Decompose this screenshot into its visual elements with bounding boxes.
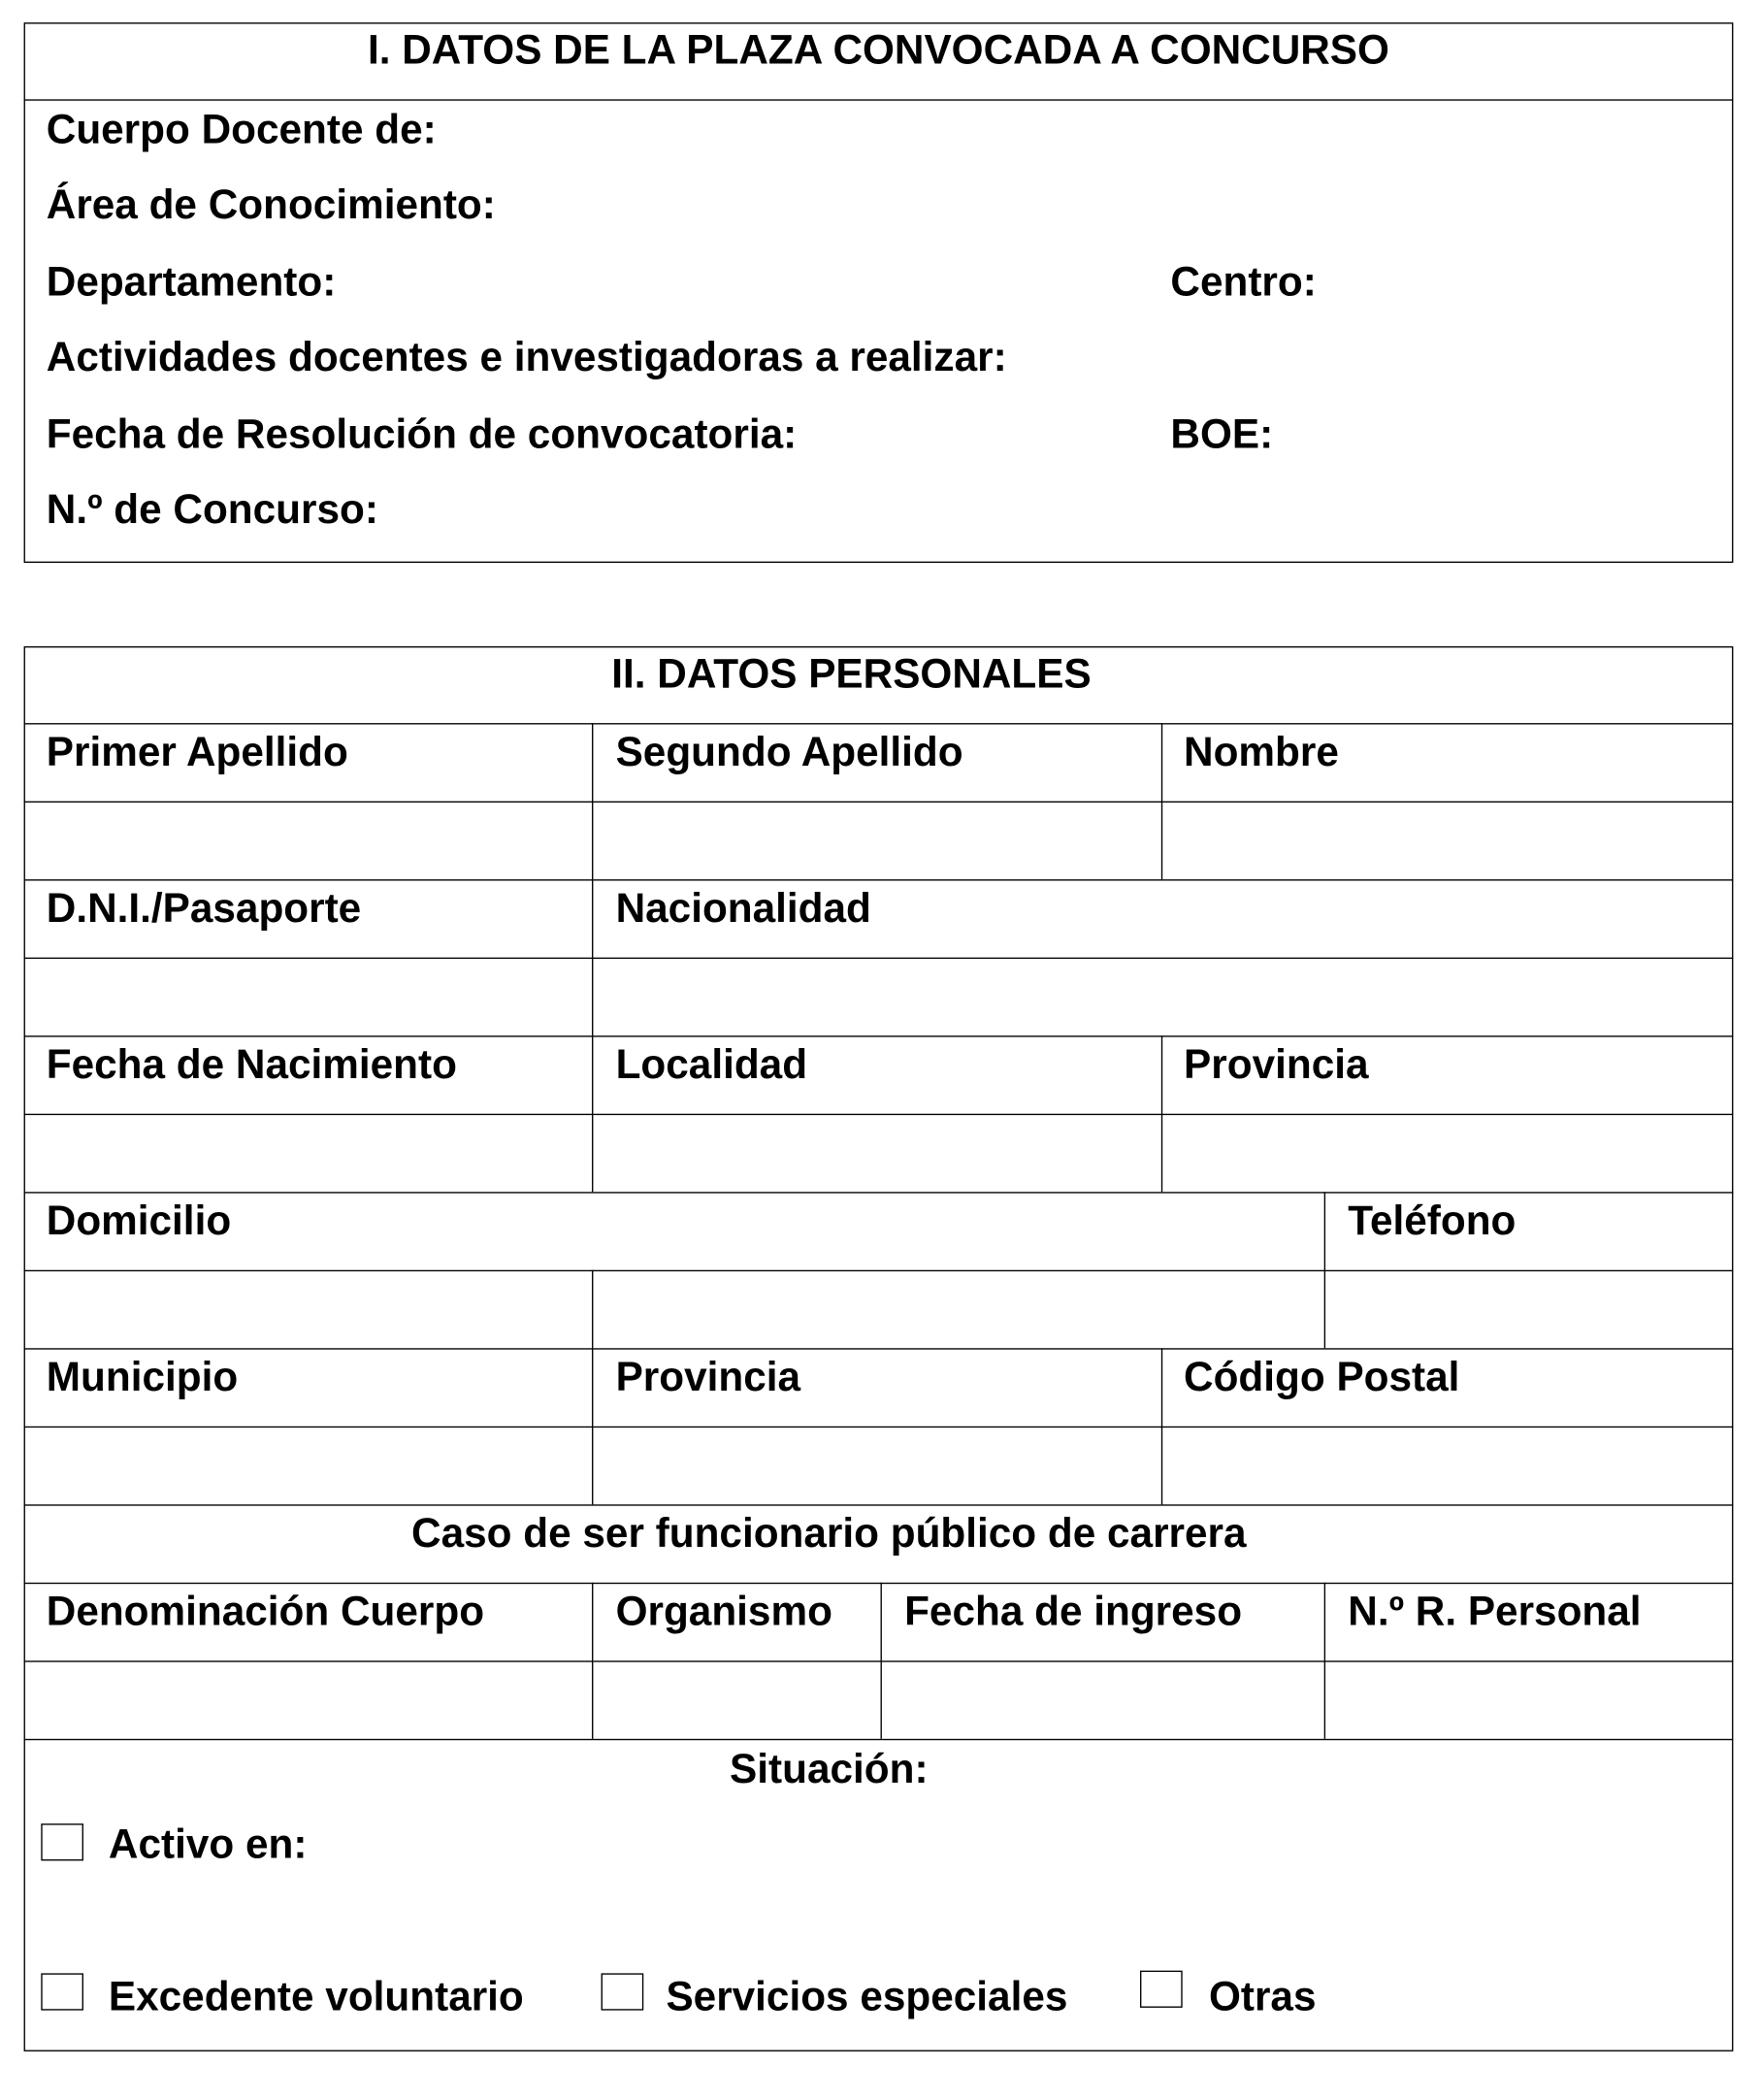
- provincia-nacimiento-field[interactable]: [1164, 1115, 1732, 1192]
- divider: [24, 1739, 1734, 1741]
- boe-label: BOE:: [1170, 410, 1274, 457]
- fecha-resolucion-label: Fecha de Resolución de convocatoria:: [46, 410, 798, 457]
- divider: [24, 1348, 1734, 1350]
- otras-label: Otras: [1208, 1973, 1317, 2020]
- divider: [24, 879, 1734, 881]
- cuerpo-docente-field[interactable]: [476, 106, 1721, 159]
- dni-label: D.N.I./Pasaporte: [46, 884, 362, 932]
- situacion-label: Situación:: [730, 1745, 929, 1792]
- organismo-field[interactable]: [595, 1662, 881, 1739]
- localidad-field[interactable]: [595, 1115, 1161, 1192]
- plaza-section-title: I. DATOS DE LA PLAZA CONVOCADA A CONCURSO: [367, 26, 1389, 74]
- nombre-field[interactable]: [1164, 803, 1732, 879]
- actividades-label: Actividades docentes e investigadoras a realizar:: [46, 333, 1007, 380]
- divider: [24, 1035, 1734, 1037]
- dni-field[interactable]: [25, 959, 592, 1035]
- provincia-nacimiento-label: Provincia: [1184, 1040, 1369, 1088]
- servicios-especiales-label: Servicios especiales: [666, 1973, 1068, 2020]
- nacionalidad-label: Nacionalidad: [615, 884, 871, 932]
- localidad-label: Localidad: [615, 1040, 808, 1088]
- provincia-domicilio-label: Provincia: [615, 1353, 801, 1400]
- numero-registro-personal-label: N.º R. Personal: [1348, 1588, 1642, 1635]
- codigo-postal-field[interactable]: [1164, 1427, 1732, 1504]
- personal-data-title: II. DATOS PERSONALES: [611, 650, 1092, 697]
- telefono-field[interactable]: [1326, 1271, 1732, 1348]
- numero-registro-personal-field[interactable]: [1326, 1662, 1732, 1739]
- fecha-nacimiento-field[interactable]: [25, 1115, 592, 1192]
- divider: [592, 1348, 594, 1504]
- centro-field[interactable]: [1331, 258, 1722, 312]
- divider: [24, 99, 1734, 101]
- area-conocimiento-label: Área de Conocimiento:: [46, 180, 496, 228]
- area-conocimiento-field[interactable]: [537, 181, 1721, 235]
- domicilio-field-1[interactable]: [25, 1271, 592, 1348]
- municipio-label: Municipio: [46, 1353, 239, 1400]
- divider: [1324, 1192, 1326, 1348]
- activo-checkbox[interactable]: [41, 1823, 83, 1860]
- divider: [592, 723, 594, 879]
- segundo-apellido-label: Segundo Apellido: [615, 728, 963, 775]
- otras-checkbox[interactable]: [1140, 1971, 1183, 2008]
- divider: [881, 1583, 883, 1739]
- boe-field[interactable]: [1285, 410, 1721, 464]
- numero-concurso-field[interactable]: [410, 486, 1721, 540]
- divider: [1161, 723, 1163, 879]
- divider: [1161, 1035, 1163, 1192]
- departamento-label: Departamento:: [46, 258, 337, 305]
- activo-label: Activo en:: [108, 1821, 308, 1868]
- excedente-voluntario-checkbox[interactable]: [41, 1973, 83, 2010]
- divider: [592, 1270, 594, 1349]
- organismo-label: Organismo: [615, 1588, 832, 1635]
- provincia-domicilio-field[interactable]: [595, 1427, 1161, 1504]
- divider: [24, 1583, 1734, 1585]
- centro-label: Centro:: [1170, 258, 1317, 305]
- nombre-label: Nombre: [1184, 728, 1339, 775]
- primer-apellido-field[interactable]: [25, 803, 592, 879]
- nacionalidad-field[interactable]: [595, 959, 1732, 1035]
- numero-concurso-label: N.º de Concurso:: [46, 485, 378, 533]
- divider: [24, 723, 1734, 725]
- domicilio-field-2[interactable]: [595, 1271, 1324, 1348]
- divider: [592, 1583, 594, 1739]
- departamento-field[interactable]: [364, 258, 1158, 312]
- activo-field[interactable]: [331, 1821, 1721, 1874]
- fecha-nacimiento-label: Fecha de Nacimiento: [46, 1040, 457, 1088]
- divider: [24, 1192, 1734, 1194]
- actividades-field[interactable]: [1086, 334, 1721, 387]
- cuerpo-docente-label: Cuerpo Docente de:: [46, 106, 437, 152]
- divider: [592, 879, 594, 1035]
- divider: [24, 1504, 1734, 1506]
- codigo-postal-label: Código Postal: [1184, 1353, 1460, 1400]
- segundo-apellido-field[interactable]: [595, 803, 1161, 879]
- excedente-voluntario-label: Excedente voluntario: [108, 1973, 524, 2020]
- denominacion-cuerpo-label: Denominación Cuerpo: [46, 1588, 485, 1635]
- divider: [592, 1035, 594, 1192]
- funcionario-title: Caso de ser funcionario público de carrera: [411, 1509, 1247, 1557]
- fecha-ingreso-label: Fecha de ingreso: [904, 1588, 1243, 1635]
- telefono-label: Teléfono: [1348, 1197, 1516, 1244]
- divider: [1324, 1583, 1326, 1739]
- divider: [1161, 1348, 1163, 1504]
- domicilio-label: Domicilio: [46, 1197, 232, 1244]
- fecha-resolucion-field[interactable]: [861, 410, 1158, 464]
- servicios-especiales-checkbox[interactable]: [602, 1973, 644, 2010]
- primer-apellido-label: Primer Apellido: [46, 728, 348, 775]
- denominacion-cuerpo-field[interactable]: [25, 1662, 592, 1739]
- municipio-field[interactable]: [25, 1427, 592, 1504]
- fecha-ingreso-field[interactable]: [883, 1662, 1323, 1739]
